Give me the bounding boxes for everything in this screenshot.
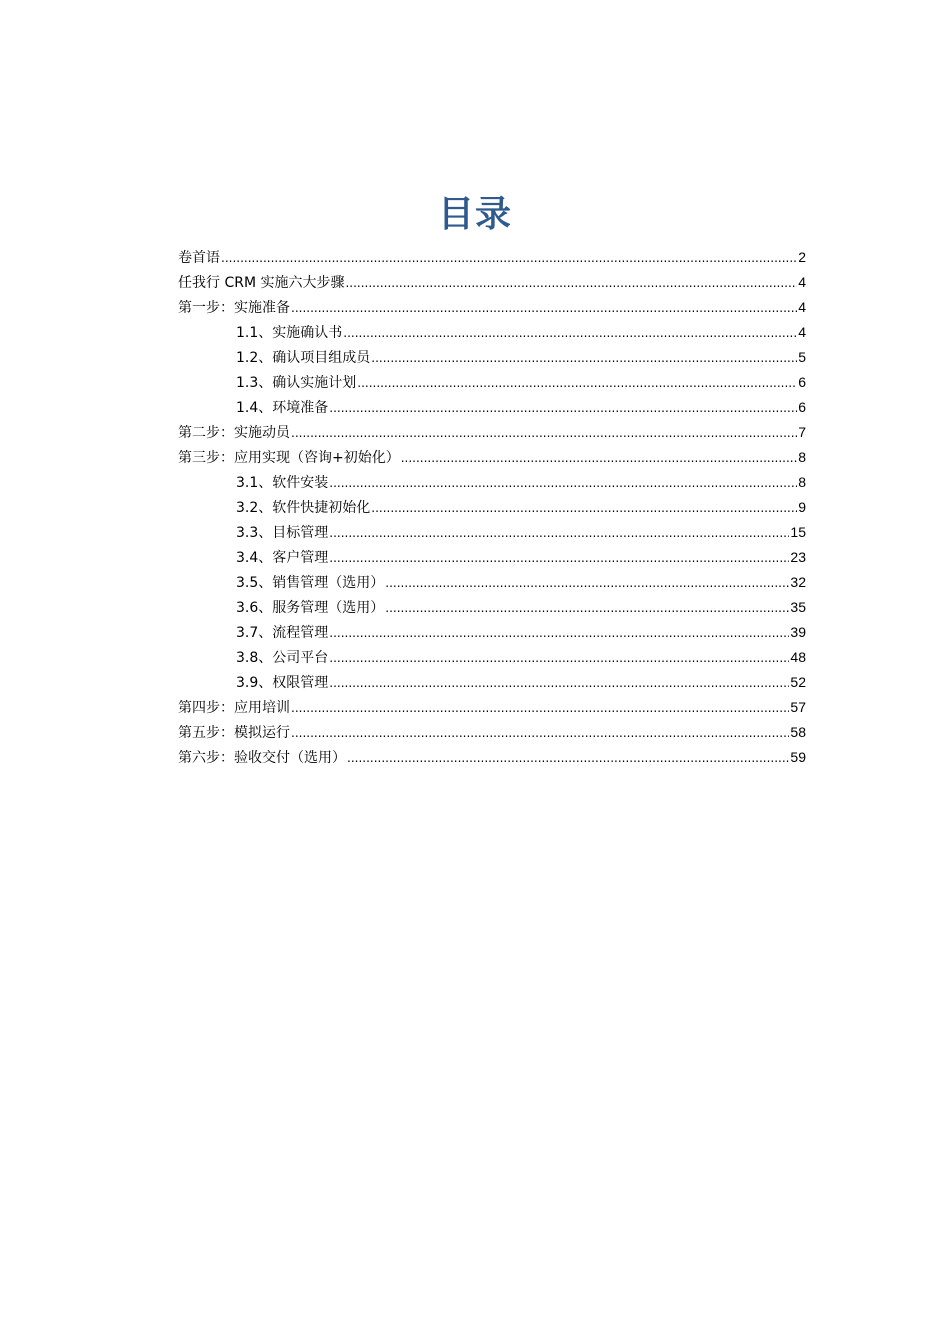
toc-entry-label: 3.6、服务管理（选用）	[236, 600, 385, 616]
toc-entry[interactable]	[178, 570, 806, 595]
toc-entry[interactable]	[178, 745, 806, 770]
toc-entry[interactable]	[178, 370, 806, 395]
toc-page-number: 48	[790, 649, 806, 665]
toc-dot-leader	[291, 421, 797, 446]
toc-page-number: 52	[790, 674, 806, 690]
toc-dot-leader	[371, 496, 797, 521]
toc-entry-label: 1.3、确认实施计划	[236, 375, 357, 391]
toc-page-number: 2	[798, 249, 806, 265]
toc-dot-leader	[221, 246, 797, 271]
toc-page-number: 57	[790, 699, 806, 715]
toc-entry[interactable]	[178, 720, 806, 745]
toc-dot-leader	[329, 471, 797, 496]
toc-page-number: 8	[798, 449, 806, 465]
toc-entry[interactable]	[178, 345, 806, 370]
toc-dot-leader	[347, 746, 789, 771]
toc-page-number: 23	[790, 549, 806, 565]
toc-dot-leader	[385, 571, 789, 596]
toc-entry[interactable]	[178, 595, 806, 620]
toc-entry-label: 卷首语	[178, 250, 220, 266]
toc-entry[interactable]	[178, 245, 806, 270]
toc-dot-leader	[329, 521, 789, 546]
toc-entry-label: 1.4、环境准备	[236, 400, 329, 416]
toc-page-number: 6	[798, 399, 806, 415]
toc-page-number: 4	[798, 324, 806, 340]
toc-entry[interactable]	[178, 645, 806, 670]
toc-entry-label: 3.4、客户管理	[236, 550, 329, 566]
toc-page-number: 5	[798, 349, 806, 365]
toc-dot-leader	[371, 346, 797, 371]
toc-entry[interactable]	[178, 270, 806, 295]
toc-entry[interactable]	[178, 495, 806, 520]
toc-title: 目录	[437, 194, 512, 235]
toc-dot-leader	[291, 721, 789, 746]
toc-dot-leader	[401, 446, 797, 471]
toc-entry-label: 第五步：模拟运行	[178, 725, 290, 741]
toc-entry[interactable]	[178, 295, 806, 320]
toc-entry-label: 第四步：应用培训	[178, 700, 290, 716]
toc-entry-label: 3.3、目标管理	[236, 525, 329, 541]
toc-entry-label: 第二步：实施动员	[178, 425, 290, 441]
toc-dot-leader	[329, 646, 789, 671]
toc-page-number: 58	[790, 724, 806, 740]
toc-dot-leader	[291, 296, 797, 321]
toc-page-number: 7	[798, 424, 806, 440]
toc-entry[interactable]	[178, 670, 806, 695]
toc-page-number: 39	[790, 624, 806, 640]
toc-page-number: 4	[798, 274, 806, 290]
toc-page-number: 4	[798, 299, 806, 315]
toc-list	[178, 245, 806, 770]
toc-entry[interactable]	[178, 395, 806, 420]
toc-entry[interactable]	[178, 445, 806, 470]
toc-page-number: 8	[798, 474, 806, 490]
toc-entry-label: 第六步：验收交付（选用）	[178, 750, 346, 766]
toc-entry-label: 3.8、公司平台	[236, 650, 329, 666]
toc-entry-label: 3.7、流程管理	[236, 625, 329, 641]
toc-entry[interactable]	[178, 420, 806, 445]
toc-entry[interactable]	[178, 545, 806, 570]
toc-entry[interactable]	[178, 470, 806, 495]
toc-page-number: 6	[798, 374, 806, 390]
toc-dot-leader	[357, 371, 797, 396]
toc-entry-label: 1.1、实施确认书	[236, 325, 343, 341]
toc-entry-label: 第三步：应用实现（咨询+初始化）	[178, 450, 400, 466]
toc-entry[interactable]	[178, 320, 806, 345]
toc-entry-label: 第一步：实施准备	[178, 300, 290, 316]
toc-dot-leader	[329, 621, 789, 646]
toc-page-number: 15	[790, 524, 806, 540]
toc-dot-leader	[385, 596, 789, 621]
toc-dot-leader	[329, 671, 789, 696]
toc-entry[interactable]	[178, 520, 806, 545]
toc-dot-leader	[329, 546, 789, 571]
toc-page-number: 59	[790, 749, 806, 765]
toc-dot-leader	[329, 396, 797, 421]
toc-entry-label: 3.1、软件安装	[236, 475, 329, 491]
toc-dot-leader	[291, 696, 789, 721]
toc-page-number: 35	[790, 599, 806, 615]
toc-entry-label: 3.2、软件快捷初始化	[236, 500, 371, 516]
toc-entry-label: 3.9、权限管理	[236, 675, 329, 691]
toc-entry-label: 1.2、确认项目组成员	[236, 350, 371, 366]
toc-entry-label: 3.5、销售管理（选用）	[236, 575, 385, 591]
toc-entry[interactable]	[178, 620, 806, 645]
toc-dot-leader	[343, 321, 797, 346]
toc-page-number: 32	[790, 574, 806, 590]
toc-page-number: 9	[798, 499, 806, 515]
toc-entry-label: 任我行 CRM 实施六大步骤	[178, 275, 345, 291]
toc-dot-leader	[345, 271, 797, 296]
toc-entry[interactable]	[178, 695, 806, 720]
